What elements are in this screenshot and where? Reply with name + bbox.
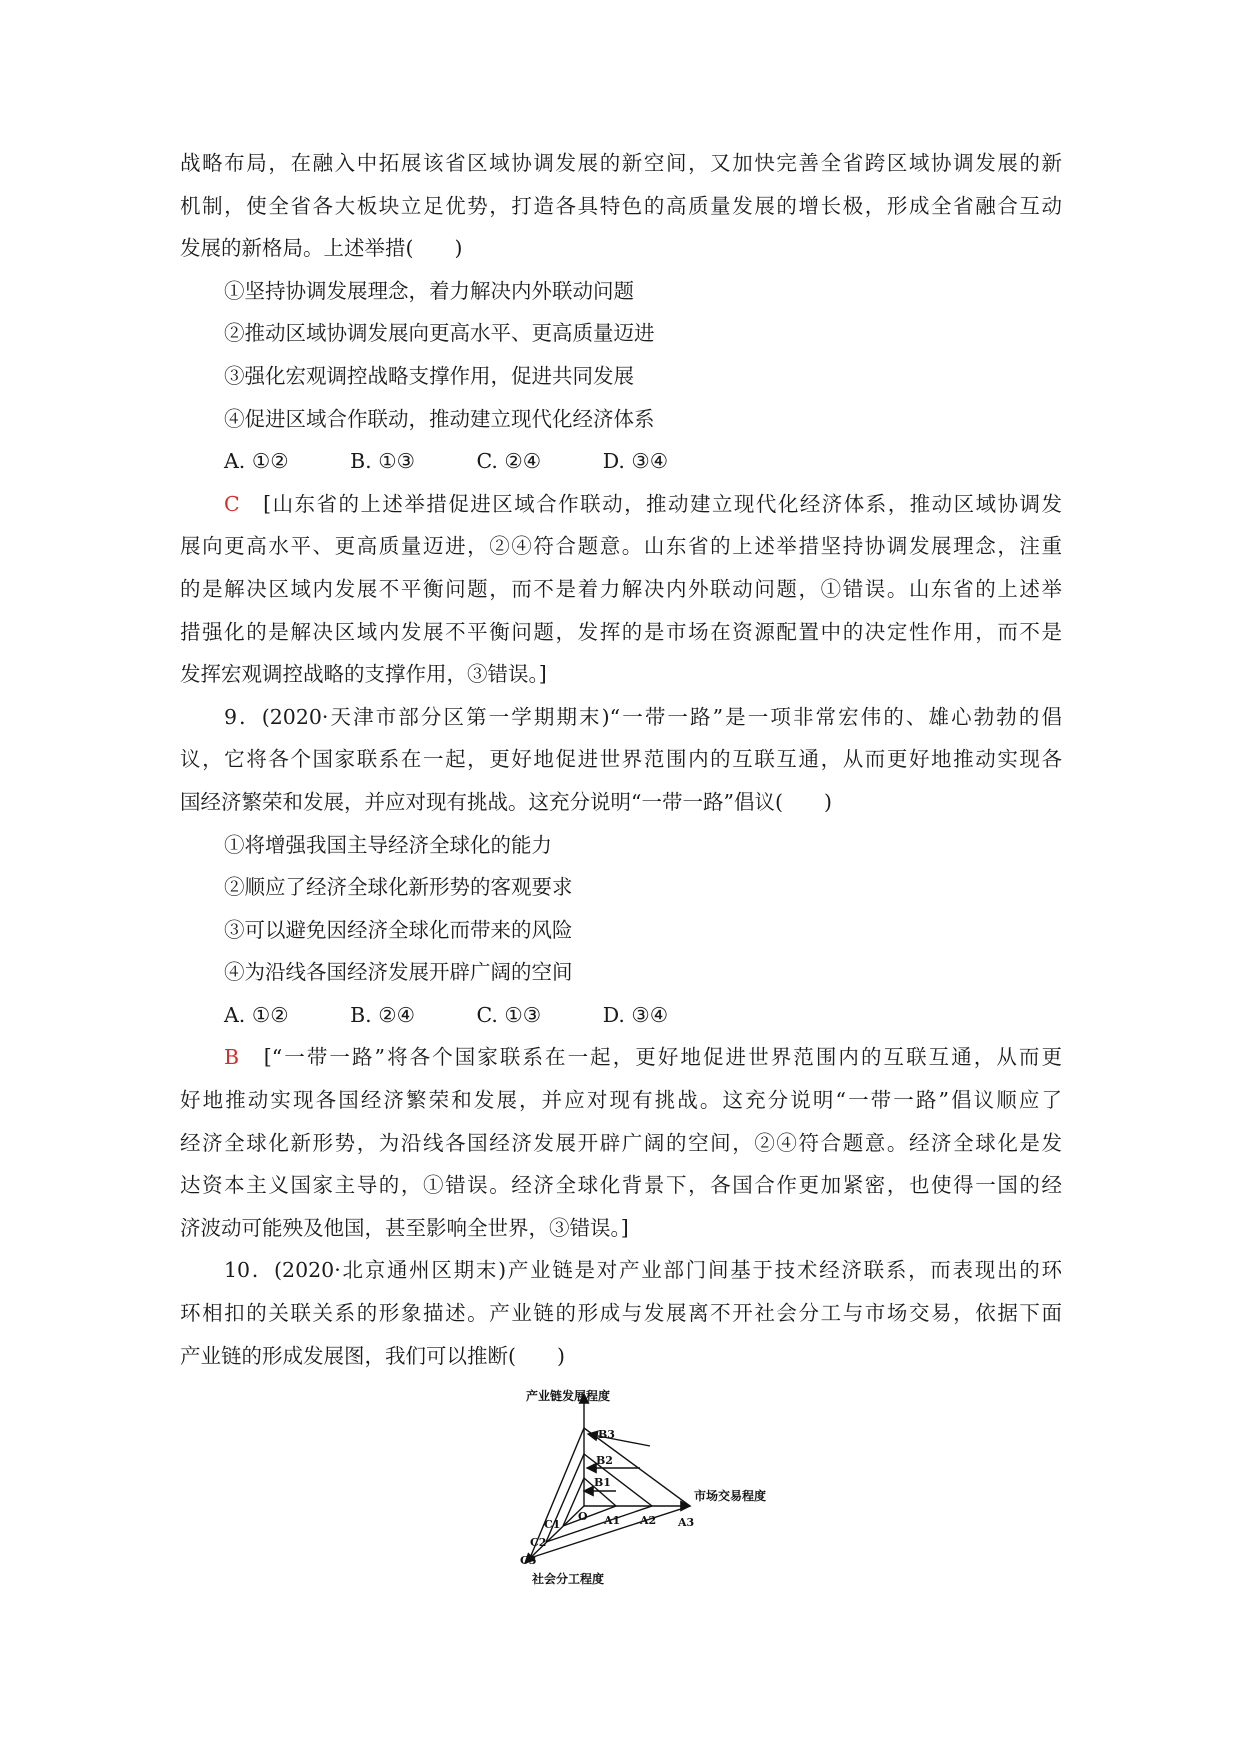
label-c2: C2	[530, 1536, 547, 1549]
q9-stem-line: 议，它将各个国家联系在一起，更好地促进世界范围内的互联互通，从而更好地推动实现各	[180, 747, 1062, 772]
origin-label: O	[578, 1510, 588, 1523]
q8-answer-text: [山东省的上述举措促进区域合作联动，推动建立现代化经济体系，推动区域协调发	[239, 491, 1062, 516]
q8-answer-letter: C	[224, 491, 240, 516]
axis-label-division: 社会分工程度	[532, 1572, 605, 1586]
q8-option: ①坚持协调发展理念，着力解决内外联动问题	[224, 278, 634, 303]
axis-label-development: 产业链发展程度	[526, 1389, 611, 1403]
intro-line: 机制，使全省各大板块立足优势，打造各具特色的高质量发展的增长极，形成全省融合互动	[180, 193, 1062, 218]
industry-chain-diagram	[480, 1388, 800, 1588]
q9-answer-line: 好地推动实现各国经济繁荣和发展，并应对现有挑战。这充分说明“一带一路”倡议顺应了	[180, 1088, 1062, 1113]
q8-answer-line: 展向更高水平、更高质量迈进，②④符合题意。山东省的上述举措坚持协调发展理念，注重	[180, 534, 1062, 559]
q9-answer-line	[180, 1036, 1062, 1079]
intro-line: 发展的新格局。上述举措( )	[180, 236, 463, 261]
q9-answer-letter: B	[224, 1045, 240, 1070]
label-a1: A1	[604, 1514, 621, 1527]
q9-stem-line: 9．(2020·天津市部分区第一学期期末)“一带一路”是一项非常宏伟的、雄心勃勃的倡	[224, 704, 1062, 729]
label-c3: C3	[520, 1554, 537, 1567]
axis-label-market: 市场交易程度	[694, 1489, 767, 1503]
label-b1: B1	[594, 1476, 611, 1489]
label-b3: B3	[598, 1428, 615, 1441]
q9-answer-line: 达资本主义国家主导的，①错误。经济全球化背景下，各国合作更加紧密，也使得一国的经	[180, 1173, 1062, 1198]
q9-choices: A. ①② B. ②④ C. ①③ D. ③④	[224, 1002, 669, 1027]
q8-answer-line: 措强化的是解决区域内发展不平衡问题，发挥的是市场在资源配置中的决定性作用，而不是	[180, 619, 1062, 644]
q8-option: ④促进区域合作联动，推动建立现代化经济体系	[224, 406, 655, 431]
q10-stem-line: 环相扣的关联关系的形象描述。产业链的形成与发展离不开社会分工与市场交易，依据下面	[180, 1301, 1062, 1326]
label-a3: A3	[678, 1516, 695, 1529]
q9-option: ④为沿线各国经济发展开辟广阔的空间	[224, 960, 573, 985]
q8-choices: A. ①② B. ①③ C. ②④ D. ③④	[224, 449, 669, 474]
q9-answer-line: 济波动可能殃及他国，甚至影响全世界，③错误。]	[180, 1215, 629, 1240]
q9-stem-line: 国经济繁荣和发展，并应对现有挑战。这充分说明“一带一路”倡议( )	[180, 789, 832, 814]
triangle-3	[530, 1428, 690, 1558]
label-a2: A2	[640, 1514, 657, 1527]
q8-option: ③强化宏观调控战略支撑作用，促进共同发展	[224, 363, 634, 388]
q9-option: ③可以避免因经济全球化而带来的风险	[224, 917, 573, 942]
q10-stem-line: 10．(2020·北京通州区期末)产业链是对产业部门间基于技术经济联系，而表现出的环	[224, 1258, 1062, 1283]
label-b2: B2	[596, 1454, 613, 1467]
q9-answer-line: 经济全球化新形势，为沿线各国经济发展开辟广阔的空间，②④符合题意。经济全球化是发	[180, 1130, 1062, 1155]
q8-option: ②推动区域协调发展向更高水平、更高质量迈进	[224, 321, 655, 346]
q8-answer-line: 发挥宏观调控战略的支撑作用，③错误。]	[180, 662, 547, 687]
intro-line: 战略布局，在融入中拓展该省区域协调发展的新空间，又加快完善全省跨区域协调发展的新	[180, 151, 1062, 175]
q9-option: ②顺应了经济全球化新形势的客观要求	[224, 875, 573, 900]
q9-option: ①将增强我国主导经济全球化的能力	[224, 832, 552, 857]
q10-stem-line: 产业链的形成发展图，我们可以推断( )	[180, 1343, 565, 1368]
q8-answer-line	[180, 483, 1062, 526]
document-body	[180, 142, 1062, 1377]
q9-answer-text: [“一带一路”将各个国家联系在一起，更好地促进世界范围内的互联互通，从而更	[239, 1045, 1062, 1070]
q8-answer-line: 的是解决区域内发展不平衡问题，而不是着力解决内外联动问题，①错误。山东省的上述举	[180, 576, 1062, 601]
label-c1: C1	[544, 1518, 561, 1531]
